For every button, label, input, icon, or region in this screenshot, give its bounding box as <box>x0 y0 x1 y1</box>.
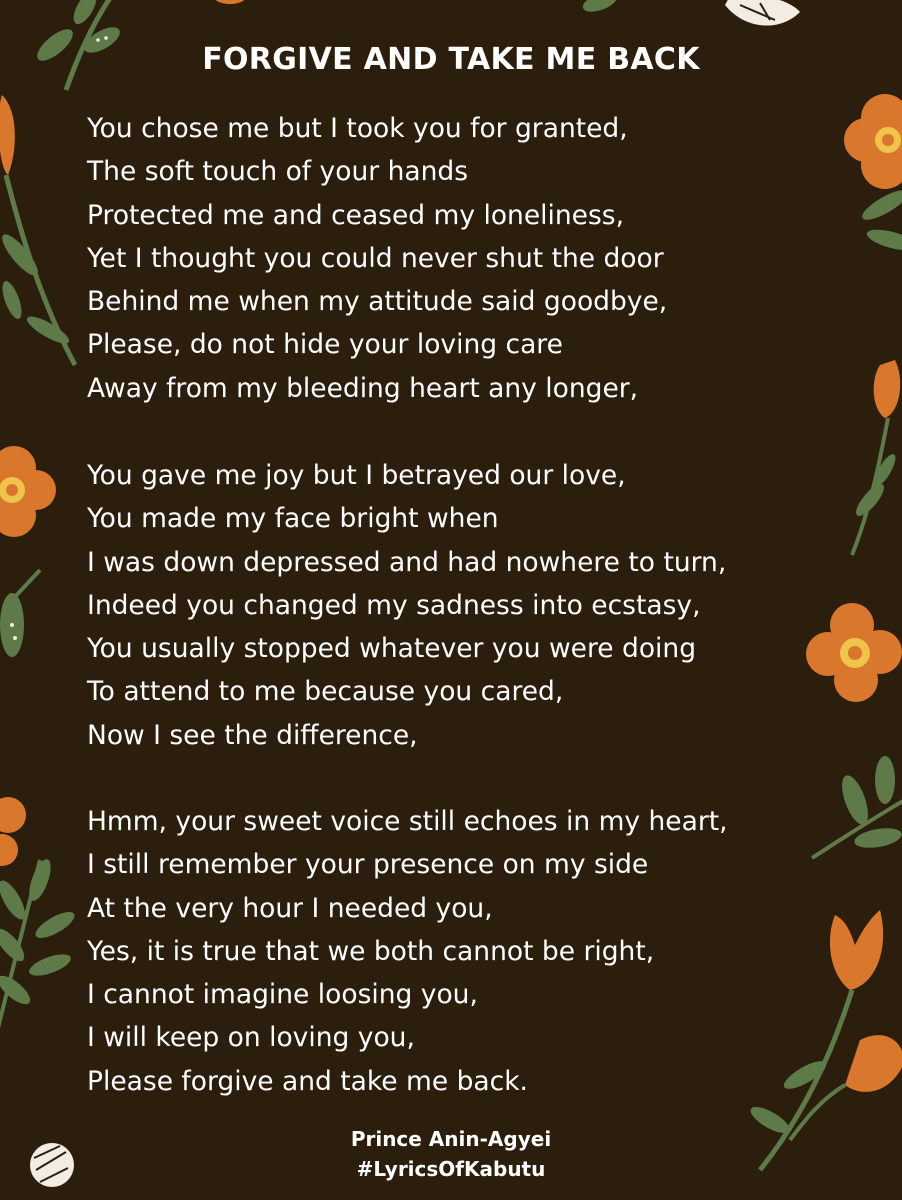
poem-line: You chose me but I took you for granted, <box>87 113 628 144</box>
poem-line: You usually stopped whatever you were doing <box>87 633 697 665</box>
poem-line: Please forgive and take me back. <box>87 1065 528 1097</box>
poem-line: I cannot imagine loosing you, <box>87 979 478 1011</box>
poem-line: Indeed you changed my sadness into ecstasy, <box>87 589 701 621</box>
poem-line: Hmm, your sweet voice still echoes in my heart, <box>87 806 728 837</box>
poem-line: I will keep on loving you, <box>87 1022 415 1054</box>
poem-line: To attend to me because you cared, <box>87 676 564 708</box>
author-name: Prince Anin-Agyei <box>350 1127 552 1151</box>
poem-line: I was down depressed and had nowhere to turn, <box>87 546 727 578</box>
poem-line: Yes, it is true that we both cannot be right, <box>87 935 655 967</box>
poem-line: You made my face bright when <box>87 503 499 535</box>
poem-line: Protected me and ceased my loneliness, <box>87 199 624 231</box>
poem-line: I still remember your presence on my side <box>87 849 649 881</box>
poem-line: The soft touch of your hands <box>87 156 469 188</box>
stanza-2 <box>87 454 847 757</box>
poem-line: You gave me joy but I betrayed our love, <box>87 460 626 491</box>
hashtag: #LyricsOfKabutu <box>356 1157 546 1181</box>
poem-line: Please, do not hide your loving care <box>87 329 563 361</box>
credits <box>0 1124 902 1184</box>
poem-line: At the very hour I needed you, <box>87 892 493 924</box>
poem-line: Now I see the difference, <box>87 719 418 751</box>
poem-line: Behind me when my attitude said goodbye, <box>87 286 668 318</box>
poem-line: Away from my bleeding heart any longer, <box>87 372 639 404</box>
poem-line: Yet I thought you could never shut the door <box>87 242 664 274</box>
poem-title: FORGIVE AND TAKE ME BACK <box>202 42 700 77</box>
stanza-3 <box>87 800 847 1103</box>
stanza-1 <box>87 107 847 410</box>
